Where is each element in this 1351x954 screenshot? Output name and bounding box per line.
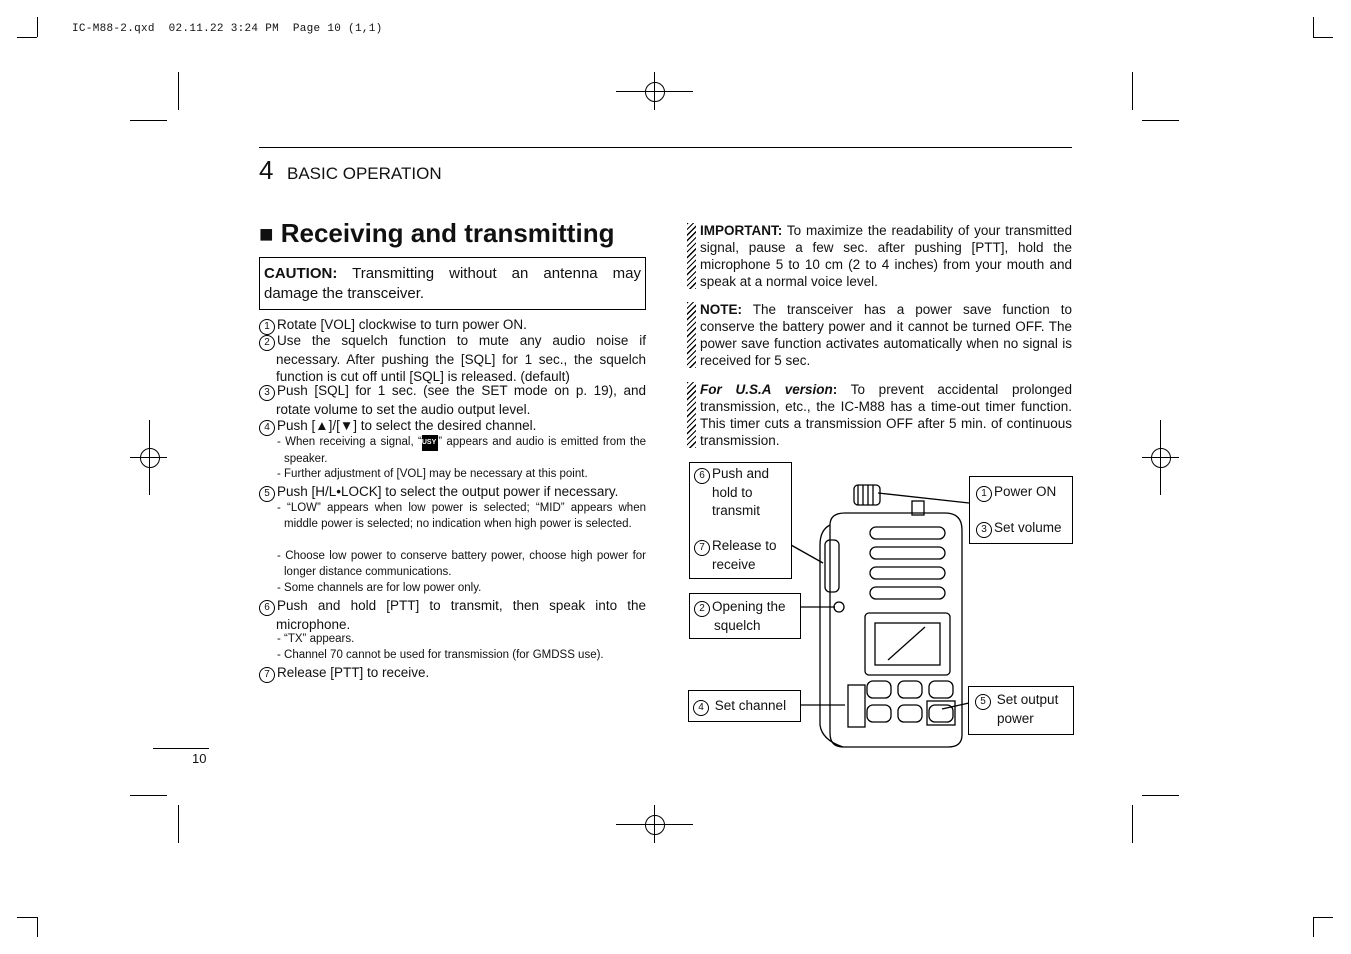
step-number: 7 xyxy=(259,667,275,683)
callout-text: Set output xyxy=(996,692,1059,707)
step-number: 2 xyxy=(259,335,275,351)
callout-text: receive xyxy=(712,557,756,572)
step-4-note-1 xyxy=(277,434,646,467)
top-rule xyxy=(259,147,1072,148)
page-number-rule xyxy=(153,748,209,749)
callout-number: 6 xyxy=(694,468,710,484)
usa-note: For U.S.A version: To prevent accidental prolonged transmission, etc., the IC-M88 has a time-out timer function. This timer cuts a transmission OFF after 5 min. of continuous transmission. xyxy=(700,382,1072,448)
power-save-note xyxy=(700,301,1072,369)
important-hatch xyxy=(687,223,696,289)
section-title xyxy=(259,218,614,249)
step-number: 4 xyxy=(259,420,275,436)
section-title-text: Receiving and transmitting xyxy=(280,218,615,248)
callout-text: Set volume xyxy=(994,520,1062,535)
step-5-note-2: - Choose low power to conserve battery power, choose high power for longer distance communications. xyxy=(277,550,646,578)
usa-label: For U.S.A version xyxy=(700,382,833,397)
callout-text: Push and xyxy=(712,466,770,481)
step-6 xyxy=(259,597,646,633)
step-text: Rotate [VOL] clockwise to turn power ON. xyxy=(277,317,527,332)
note-text: - When receiving a signal, “ xyxy=(277,436,422,448)
step-text: Push [H/L•LOCK] to select the output power if necessary. xyxy=(277,484,619,499)
step-text: Release [PTT] to receive. xyxy=(277,665,430,680)
important-note xyxy=(700,222,1072,290)
callout-text: power xyxy=(997,711,1034,726)
callout-text: transmit xyxy=(712,503,761,518)
callout-power-volume xyxy=(969,476,1073,544)
callout-number: 3 xyxy=(976,522,992,538)
callout-ptt xyxy=(689,462,792,579)
important-label: IMPORTANT: xyxy=(700,223,783,238)
step-2 xyxy=(259,332,646,385)
note-text: The transceiver has a power save function to conserve the battery power and it cannot be turned OFF. The power save function activates automatically when no signal is received for 5 sec. xyxy=(700,302,1072,368)
step-number: 1 xyxy=(259,319,275,335)
step-6-note-2: - Channel 70 cannot be used for transmission (for GMDSS use). xyxy=(277,649,604,661)
note-label: NOTE: xyxy=(700,302,742,317)
caution-text: Transmitting without an antenna may damage the transceiver. xyxy=(264,265,642,302)
note-text: ” appears and audio is emitted from the speaker. xyxy=(284,436,646,465)
callout-squelch xyxy=(689,593,801,639)
callout-text: squelch xyxy=(714,618,761,633)
callout-output-power xyxy=(968,686,1074,735)
step-text: Use the squelch function to mute any audio noise if necessary. After pushing the [SQL] for 1 sec., the squelch function is cut off until [SQL] is released. (default) xyxy=(276,333,646,384)
callout-channel xyxy=(688,690,801,722)
step-5-note-3: - Some channels are for low power only. xyxy=(277,582,482,594)
step-4-note-2: - Further adjustment of [VOL] may be necessary at this point. xyxy=(277,468,588,480)
callout-number: 2 xyxy=(694,601,710,617)
usa-hatch xyxy=(687,382,696,448)
callout-text: Opening the xyxy=(712,599,786,614)
page-number: 10 xyxy=(192,751,207,766)
important-text: To maximize the readability of your transmitted signal, pause a few sec. after pushing [PTT], hold the microphone 5 to 10 cm (2 to 4 inches) from your mouth and speak at a normal voice level. xyxy=(700,223,1072,289)
step-text: Push and hold [PTT] to transmit, then speak into the microphone. xyxy=(276,598,646,632)
callout-text: Set channel xyxy=(714,698,787,713)
callout-number: 1 xyxy=(976,486,992,502)
usa-text: To prevent accidental prolonged transmission, etc., the IC-M88 has a time-out timer function. This timer cuts a transmission OFF after 5 min. of continuous transmission. xyxy=(700,382,1072,448)
callout-text: Release to xyxy=(712,538,777,553)
note-hatch xyxy=(687,302,696,368)
step-text: Push [SQL] for 1 sec. (see the SET mode on p. 19), and rotate volume to set the audio output level. xyxy=(276,383,646,417)
caution-label: CAUTION: xyxy=(264,265,338,282)
callout-number: 4 xyxy=(693,700,709,716)
step-text: Push [▲]/[▼] to select the desired channel. xyxy=(277,418,537,433)
callout-text: hold to xyxy=(712,485,753,500)
caution-box xyxy=(259,257,646,310)
callout-text: Power ON xyxy=(994,484,1057,499)
file-info: IC-M88-2.qxd 02.11.22 3:24 PM Page 10 (1,1) xyxy=(72,23,383,35)
step-number: 5 xyxy=(259,486,275,502)
chapter-title: BASIC OPERATION xyxy=(287,164,442,183)
chapter-number: 4 xyxy=(259,155,274,185)
step-6-note-1: - “TX” appears. xyxy=(277,633,355,645)
step-3 xyxy=(259,382,646,418)
callout-number: 5 xyxy=(975,694,991,710)
section-bullet-icon: ■ xyxy=(259,221,274,248)
busy-icon: BUSY xyxy=(422,435,438,451)
step-number: 6 xyxy=(259,600,275,616)
callout-number: 7 xyxy=(694,540,710,556)
step-number: 3 xyxy=(259,385,275,401)
step-7 xyxy=(259,664,646,683)
step-5-note-1: - “LOW” appears when low power is selected; “MID” appears when middle power is selected; no indication when high power is selected. xyxy=(277,502,646,530)
